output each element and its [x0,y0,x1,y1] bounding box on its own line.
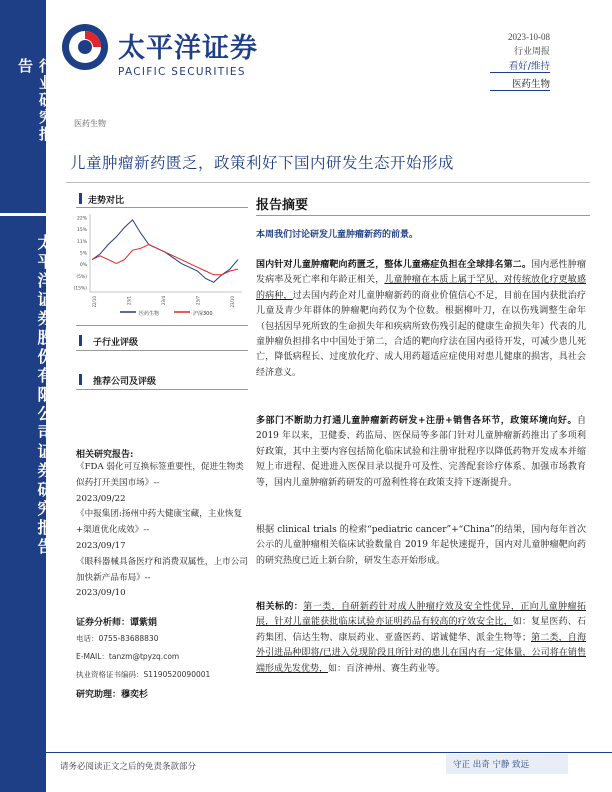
para4-heading: 相关标的： [256,602,304,612]
sidebar-top-text: 行业研究报告 [16,58,55,143]
sub-rating-marker [79,335,82,346]
summary-para-2 [256,414,586,491]
y-tick-label: 11% [76,239,87,245]
sidebar-divider [0,213,46,216]
trend-heading: 走势对比 [88,196,125,206]
para4-text-b: 如：百济神州、赛生药业等。 [328,663,446,674]
chart-rule [76,325,248,326]
sector-label: 医药生物 [74,119,106,128]
summary-para-3 [256,523,586,569]
summary-para-4 [256,600,586,677]
series-line-sector [92,220,238,282]
related-report-1-title: 《FDA 弱化可互换标签重要性，促进生物类似药打开美国市场》-- [76,462,244,488]
summary-heading-rule [256,215,590,216]
company-rating-rule [76,389,248,390]
report-title: 儿童肿瘤新药匮乏，政策利好下国内研发生态开始形成 [70,154,455,172]
research-assistant: 研究助理：穆奕杉 [76,690,149,700]
summary-para-1 [256,258,586,381]
para1-text-a: 国内恶性肿瘤发病率及死亡率和年龄正相关， [256,260,586,286]
y-tick-label: 22% [76,216,87,222]
header-rule [490,72,550,73]
related-reports-list [76,460,248,602]
series-line-index [92,245,238,275]
related-report-3-title: 《眼科器械具备医疗和消费双属性，上市公司加快新产品布局》-- [76,556,248,583]
related-reports-heading: 相关研究报告: [76,450,134,460]
related-report-2-date: 2023/09/17 [76,540,126,551]
x-tick-label: 23/7 [195,296,201,305]
left-sidebar [0,0,55,792]
analyst-name: 证券分析师：谭紫娟 [76,618,158,628]
y-tick-label: (15%) [73,286,87,292]
y-tick-label: 5% [79,251,87,257]
x-tick-label: 23/4 [161,296,166,305]
summary-intro [256,228,586,243]
x-tick-label: 22/10 [92,296,97,308]
x-tick-label: 23/1 [126,296,132,305]
summary-intro-text: 本周我们讨论研发儿童肿瘤新药的前景。 [256,230,419,240]
industry-label: 医药生物 [511,79,550,90]
related-report-2[interactable] [76,507,248,554]
related-report-1-date: 2023/09/22 [76,493,126,504]
rating-value: 看好/维持 [508,61,550,72]
para2-heading: 多部门不断助力打通儿童肿瘤新药研发+注册+销售各环节，政策环境向好。 [256,416,577,426]
related-report-1[interactable] [76,460,248,507]
footer-rule [46,752,612,753]
report-date: 2023-10-08 [508,32,550,42]
para4-underline-1: 第一类，自研新药针对成人肿瘤疗效及安全性优异，正向儿童肿瘤拓展，针对儿童能获批临床试验亦证明药品有较高的疗效安全比， [256,602,586,628]
analyst-phone: 电话：0755-83688830 [76,634,159,643]
footer-motto: 守正 出奇 宁静 致远 [453,760,530,770]
sub-rating-heading: 子行业评级 [93,338,139,348]
analyst-email[interactable]: E-MAIL：tanzm@tpyzq.com [76,652,180,661]
trend-heading-marker [79,193,82,204]
x-tick-label: 23/10 [230,296,235,308]
company-name-en: PACIFIC SECURITIES [118,66,246,78]
report-type: 行业周报 [513,47,550,57]
related-report-2-title: 《中报集团:扬州中药大健康宝藏，主业恢复+渠道优化成效》-- [76,509,243,536]
para1-heading: 国内针对儿童肿瘤靶向药匮乏，整体儿童癌症负担在全球排名第二。 [256,260,532,270]
trend-rule [76,207,248,208]
y-tick-label: 15% [76,228,87,234]
sub-rating-rule [76,350,248,351]
footer-disclaimer: 请务必阅读正文之后的免责条款部分 [60,762,197,772]
legend-sector-label: 医药生物 [139,311,160,317]
para3-text: 根据 clinical trials 的检索“pediatric cancer”+“China”的结果，国内每年首次公示的儿童肿瘤相关临床试验数量自 2019 年起快速提升，国内对儿童肿瘤靶向药的研究热度已近上新台阶，研发生态开始形成。 [256,525,586,566]
legend-index-label: 沪深300 [193,311,213,317]
para1-underline: 儿童肿瘤在本质上属于罕见、对传统放化疗更敏感的病种， [256,275,586,301]
related-report-3-date: 2023/09/10 [76,588,126,599]
trend-chart [72,212,248,322]
header-rule-2 [490,90,550,91]
company-logo [60,22,110,72]
company-name-cn: 太平洋证券 [118,33,258,64]
company-rating-heading: 推荐公司及评级 [93,377,157,387]
related-report-3[interactable] [76,555,248,602]
para1-text-b: 过去国内药企对儿童肿瘤新药的商业价值信心不足，目前在国内获批治疗儿童及青少年群体的肿瘤靶向药仅为个位数。根据柳叶刀，在以伤残调整生命年（包括因早死所致的生命损失年和疾病所致伤残引起的健康生命损失年）代表的儿童肿瘤负担排名中中国处于第二，合适的靶向疗法在国内亟待开发，可减少患儿死亡，降低病程长、过度放化疗、成人用药超适应症使用对患儿健康的损害，具社会经济意义。 [256,290,586,378]
para4-underline-2: 第二类，自海外引进品种即将/已进入兑现阶段且所针对的患儿在国内有一定体量，公司将在销售端形成先发优势， [256,632,586,674]
para2-text: 自 2019 年以来，卫健委、药监局、医保局等多部门针对儿童肿瘤新药推出了多项利好政策，其中主要内容包括简化临床试验和注册审批程序以降低药物开发成本并缩短上市进程、促进进入医保目录以提升可及性、完善配套诊疗体系、加强市场教育等，国内儿童肿瘤新药研发的可盈利性将在政策支持下逐渐提升。 [256,416,586,488]
logo-mark-icon [60,22,110,72]
para4-text-a: 如：复星医药、石药集团、信达生物、康辰药业、亚盛医药、诺诚健华、派金生物等； [256,617,586,643]
y-tick-label: 0% [79,263,87,269]
summary-heading: 报告摘要 [256,198,309,213]
y-tick-label: (5%) [76,274,87,280]
company-rating-marker [79,374,82,385]
title-rule [66,182,590,183]
analyst-license: 执业资格证书编码：S1190520090001 [76,670,211,679]
sidebar-bottom-text: 太平洋证券股份有限公司证券研究报告 [35,234,54,557]
